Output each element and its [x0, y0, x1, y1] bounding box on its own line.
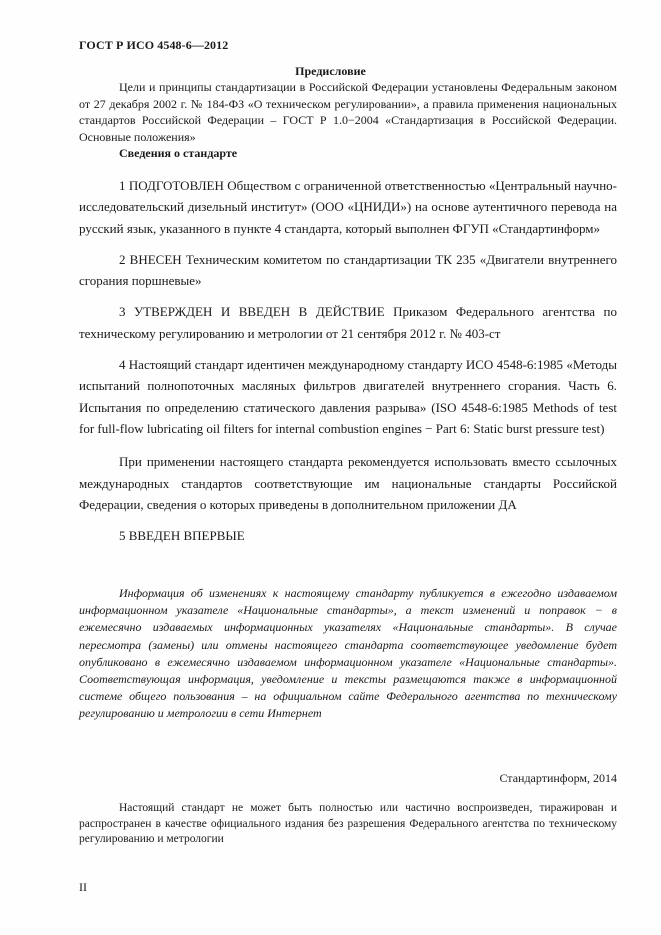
standard-info-item-2: 2 ВНЕСЕН Техническим комитетом по стандартизации ТК 235 «Двигатели внутреннего сгорания поршневые» [79, 251, 617, 289]
change-notice-text: Информация об изменениях к настоящему стандарту публикуется в ежегодно издаваемом информационном указателе «Национальные стандарты», а текст изменений и поправок − в ежемесячно издаваемых информационных указателях «Национальные стандарты». В случае пересмотра (замены) или отмены настоящего стандарта соответствующее уведомление будет опубликовано в ежемесячно издаваемом информационном указателе «Национальные стандарты». Соответствующая информация, уведомление и тексты размещаются также в информационной системе общего пользования – на официальном сайте Федерального агентства по техническому регулированию и метрологии в сети Интернет [79, 586, 617, 721]
standard-info-item-4: 4 Настоящий стандарт идентичен международному стандарту ИСО 4548-6:1985 «Методы испытаний полнопоточных масляных фильтров двигателей внутреннего сгорания. Часть 6. Испытания по определению статического давления разрыва» (ISO 4548-6:1985 Methods of test for full-flow lubricating oil filters for internal combustion engines − Part 6: Static burst pressure test) [79, 357, 617, 436]
copyright-text: Настоящий стандарт не может быть полностью или частично воспроизведен, тиражирован и распространен в качестве официального издания без разрешения Федерального агентства по техническому регулированию и метрологии [79, 802, 617, 845]
preface-paragraph: Цели и принципы стандартизации в Российской Федерации установлены Федеральным законом от 27 декабря 2002 г. № 184-ФЗ «О техническом регулировании», а правила применения национальных стандартов Российской Федерации – ГОСТ Р 1.0−2004 «Стандартизация в Российской Федерации. Основные положения» [79, 80, 617, 144]
standard-info-item-4-note: При применении настоящего стандарта рекомендуется использовать вместо ссылочных международных стандартов соответствующие им национальные стандарты Российской Федерации, сведения о которых приведены в дополнительном приложении ДА [79, 454, 617, 512]
publisher-line: Стандартинформ, 2014 [499, 771, 617, 785]
standard-info-list [79, 175, 617, 556]
standard-info-item-1: 1 ПОДГОТОВЛЕН Обществом с ограниченной ответственностью «Центральный научно-исследовательский дизельный институт» (ООО «ЦНИДИ») на основе аутентичного перевода на русский язык, указанного в пункте 4 стандарта, который выполнен ФГУП «Стандартинформ» [79, 178, 617, 236]
change-notice [79, 585, 617, 723]
copyright-notice [79, 801, 617, 848]
preface-title: Предисловие [295, 64, 366, 78]
document-code-header: ГОСТ Р ИСО 4548-6—2012 [79, 38, 229, 52]
standard-info-item-3: 3 УТВЕРЖДЕН И ВВЕДЕН В ДЕЙСТВИЕ Приказом Федерального агентства по техническому регулированию и метрологии от 21 сентября 2012 г. № 403-ст [79, 304, 617, 341]
page-number: II [79, 880, 87, 894]
standard-info-item-5: 5 ВВЕДЕН ВПЕРВЫЕ [119, 528, 245, 544]
preface-text [79, 79, 617, 145]
standard-info-title: Сведения о стандарте [119, 146, 238, 160]
